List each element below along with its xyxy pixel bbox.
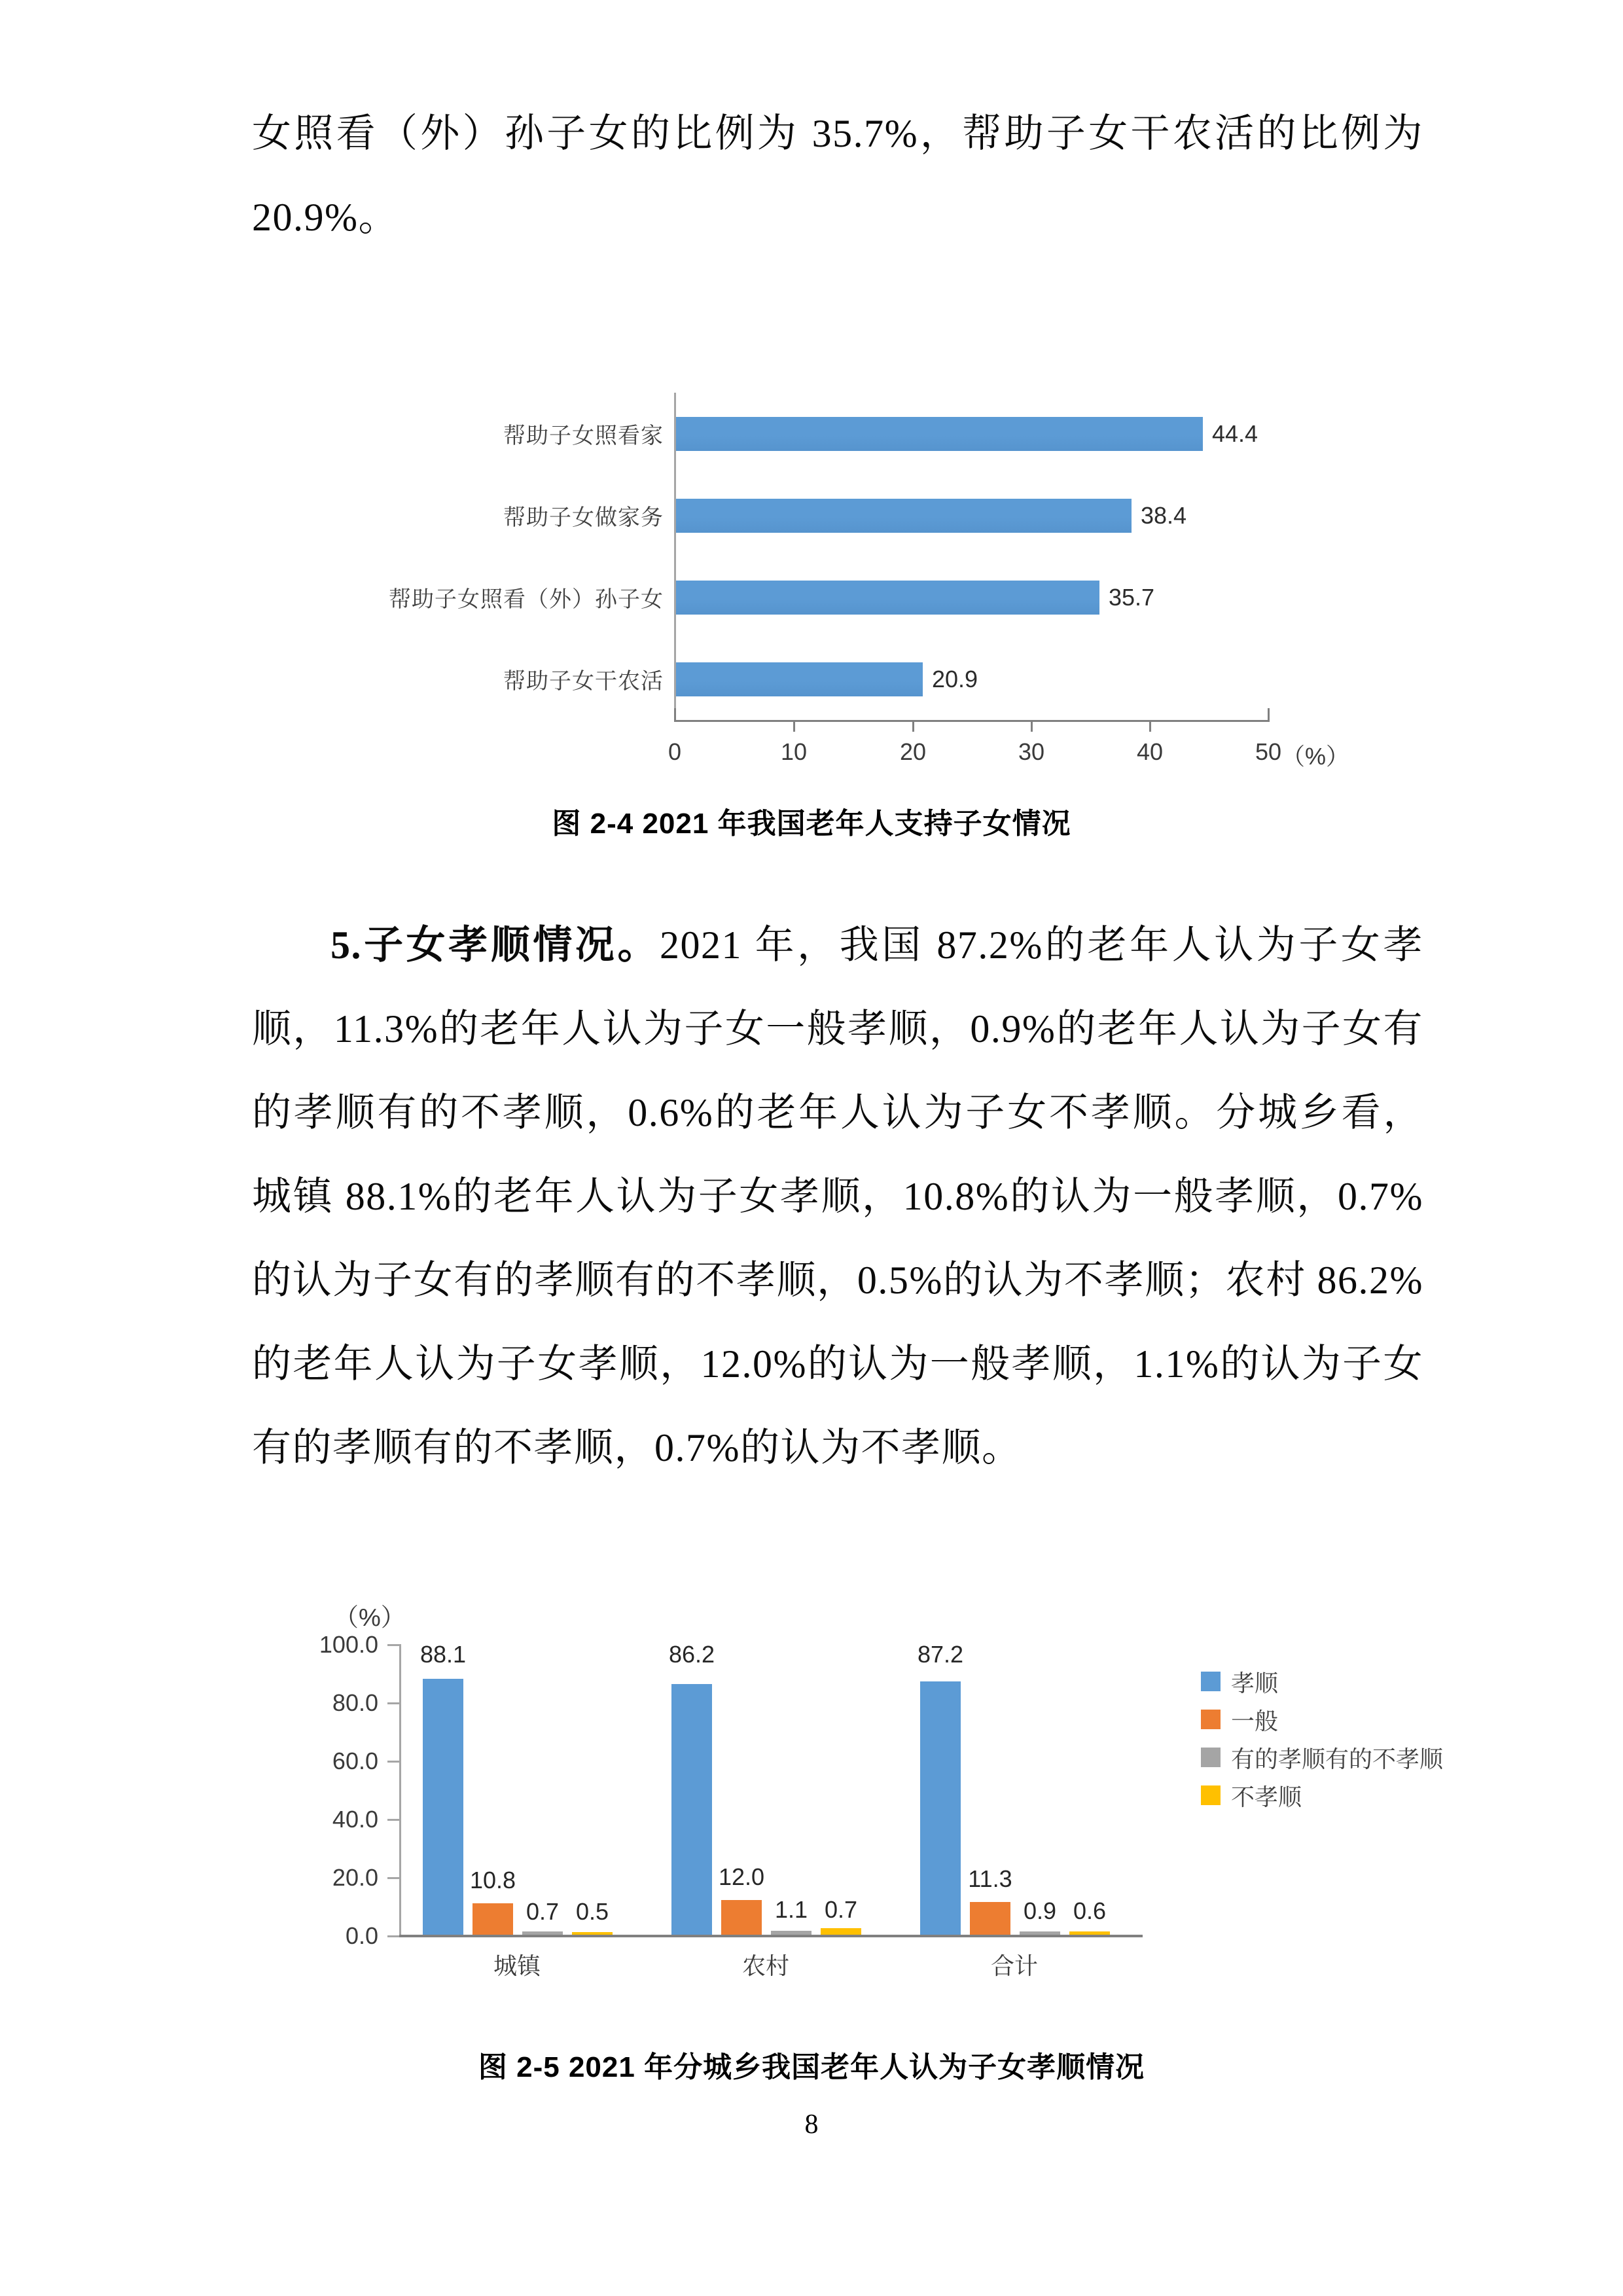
chart-2-5-y-tick-label: 100.0	[319, 1631, 378, 1658]
chart-2-4-category-label: 帮助子女照看（外）孙子女	[389, 587, 664, 612]
chart-2-5-category-label: 合计	[990, 1952, 1039, 1979]
chart-2-4-value-label: 35.7	[1109, 583, 1155, 611]
chart-2-4-x-tick-label: 10	[780, 738, 808, 765]
chart-2-5-bar-buxiaoshun	[572, 1932, 613, 1935]
chart-2-5-data-label: 11.3	[968, 1865, 1012, 1892]
chart-2-5-y-tick-label: 0.0	[345, 1922, 378, 1949]
chart-2-4-bar	[674, 581, 1099, 615]
chart-2-4-x-tick-label: 20	[899, 738, 927, 765]
legend-item-yiban	[1201, 1700, 1541, 1738]
chart-2-4-value-label: 20.9	[932, 665, 978, 692]
legend-swatch-blue-icon	[1201, 1672, 1221, 1691]
chart-2-5-y-tick	[387, 1761, 401, 1763]
legend-swatch-gray-icon	[1201, 1748, 1221, 1767]
chart-2-5-data-label: 12.0	[718, 1863, 765, 1890]
chart-2-5-x-axis-line	[399, 1935, 1143, 1937]
chart-2-5-data-label: 88.1	[419, 1641, 467, 1668]
chart-2-5-data-label: 86.2	[668, 1641, 715, 1668]
chart-2-5-data-label: 10.8	[469, 1867, 516, 1893]
page-number: 8	[804, 2109, 819, 2140]
chart-2-5-data-label: 0.9	[1023, 1897, 1057, 1924]
chart-2-4-bar-wrap	[674, 393, 1342, 475]
chart-2-5-bar-youde	[522, 1931, 563, 1935]
chart-2-4-row	[281, 638, 1342, 720]
chart-2-5-bar-youde	[1020, 1931, 1060, 1935]
paragraph-section-5-body: 2021 年，我国 87.2%的老年人认为子女孝顺，11.3%的老年人认为子女一般孝顺，0.9%的老年人认为子女有的孝顺有的不孝顺，0.6%的老年人认为子女不孝顺。分城乡看，城镇 88.1%的老年人认为子女孝顺，10.8%的认为一般孝顺，0.7%的认为子女有的孝顺有的不孝顺，0.5%的认为不孝顺；农村 86.2%的老年人认为子女孝顺，12.0%的认为一般孝顺，1.1%的认为子女有的孝顺有的不孝顺，0.7%的认为不孝顺。	[252, 924, 1423, 1469]
legend-label: 有的孝顺有的不孝顺	[1231, 1745, 1444, 1772]
chart-2-4-x-tick-label: 40	[1136, 738, 1164, 765]
chart-2-5-data-label: 0.7	[824, 1896, 858, 1923]
chart-2-5-data-label: 87.2	[917, 1641, 964, 1668]
chart-2-5-bar-yiban	[473, 1903, 513, 1935]
chart-2-4-bar	[674, 662, 923, 696]
chart-2-5-data-label: 1.1	[774, 1896, 808, 1923]
chart-2-5-bar-xiaoshun	[920, 1681, 961, 1935]
chart-2-5-group-nongcun	[648, 1641, 883, 1935]
chart-2-4-bar	[674, 499, 1132, 533]
chart-2-4-bar-wrap	[674, 638, 1342, 720]
chart-2-4-bar	[674, 417, 1203, 451]
chart-2-5-bar-xiaoshun	[423, 1679, 463, 1935]
paragraph-continuation-text: 女照看（外）孙子女的比例为 35.7%，帮助子女干农活的比例为 20.9%。	[252, 112, 1423, 239]
chart-figure-2-5	[281, 1597, 1444, 2029]
legend-swatch-orange-icon	[1201, 1710, 1221, 1729]
chart-2-5-group-heji	[897, 1641, 1132, 1935]
chart-2-5-category-label: 农村	[741, 1952, 790, 1979]
chart-2-4-y-axis-line	[674, 393, 676, 720]
chart-2-4-bar-wrap	[674, 556, 1342, 638]
legend-item-buxiaoshun	[1201, 1776, 1541, 1814]
chart-2-5-data-label: 0.5	[575, 1898, 609, 1925]
chart-2-5-category-label: 城镇	[493, 1952, 541, 1979]
figure-caption-2-5: 图 2-5 2021 年分城乡我国老年人认为子女孝顺情况	[478, 2051, 1145, 2083]
chart-2-4-value-label: 44.4	[1212, 420, 1258, 447]
chart-2-4-axis-cap-start	[674, 708, 676, 722]
chart-2-4-category-label: 帮助子女做家务	[503, 505, 664, 530]
chart-2-4-row	[281, 556, 1342, 638]
chart-2-5-y-tick	[387, 1935, 401, 1937]
chart-2-5-data-label: 0.6	[1073, 1897, 1107, 1924]
chart-2-4-x-tick-label: 0	[668, 738, 682, 765]
chart-2-4-x-axis-line	[674, 720, 1270, 722]
chart-2-5-y-tick-label: 20.0	[332, 1864, 378, 1891]
chart-2-4-category-label: 帮助子女干农活	[503, 669, 664, 694]
chart-2-4-value-label: 38.4	[1141, 501, 1187, 529]
legend-item-youde-xiaoshun	[1201, 1738, 1541, 1776]
legend-label: 一般	[1231, 1707, 1279, 1734]
chart-2-5-group-chengzhen	[399, 1641, 635, 1935]
paragraph-section-5-lead: 5.子女孝顺情况。	[330, 924, 660, 967]
chart-2-4-axis-cap-end	[1268, 708, 1270, 722]
chart-2-4-x-tick	[912, 720, 914, 732]
chart-2-5-y-tick	[387, 1702, 401, 1704]
chart-2-4-row	[281, 475, 1342, 556]
figure-caption-2-4: 图 2-4 2021 年我国老年人支持子女情况	[552, 808, 1071, 840]
chart-2-5-bar-buxiaoshun	[821, 1928, 861, 1935]
chart-2-5-unit-label: （%）	[334, 1604, 406, 1632]
chart-2-5-y-tick	[387, 1644, 401, 1646]
chart-2-5-y-tick-label: 80.0	[332, 1689, 378, 1716]
legend-label: 孝顺	[1231, 1669, 1279, 1696]
chart-2-5-y-tick-label: 60.0	[332, 1748, 378, 1774]
chart-2-4-rows	[281, 393, 1342, 720]
chart-2-5-data-label: 0.7	[526, 1898, 560, 1925]
chart-2-5-y-tick-label: 40.0	[332, 1806, 378, 1833]
paragraph-continuation	[252, 92, 1423, 259]
paragraph-section-5	[252, 903, 1423, 1490]
chart-2-4-category-label: 帮助子女照看家	[503, 423, 664, 448]
legend-label: 不孝顺	[1231, 1783, 1302, 1810]
chart-2-4-unit-label: （%）	[1281, 743, 1350, 770]
chart-2-5-bar-youde	[771, 1931, 812, 1935]
chart-2-5-y-tick	[387, 1877, 401, 1879]
chart-2-4-x-tick	[1031, 720, 1033, 732]
chart-2-5-bar-buxiaoshun	[1069, 1931, 1110, 1935]
chart-2-5-y-tick	[387, 1819, 401, 1821]
chart-figure-2-4	[281, 393, 1350, 785]
chart-2-4-row	[281, 393, 1342, 475]
chart-2-4-x-tick-label: 30	[1018, 738, 1045, 765]
legend-swatch-yellow-icon	[1201, 1785, 1221, 1805]
chart-2-4-x-tick	[793, 720, 795, 732]
chart-2-4-bar-wrap	[674, 475, 1342, 556]
chart-2-5-bar-xiaoshun	[671, 1684, 712, 1935]
chart-2-4-x-tick	[1149, 720, 1151, 732]
chart-2-5-bar-yiban	[970, 1902, 1010, 1935]
chart-2-5-legend	[1201, 1662, 1541, 1814]
legend-item-xiaoshun	[1201, 1662, 1541, 1700]
chart-2-4-x-tick-label: 50	[1255, 738, 1282, 765]
chart-2-5-bar-yiban	[721, 1900, 762, 1935]
